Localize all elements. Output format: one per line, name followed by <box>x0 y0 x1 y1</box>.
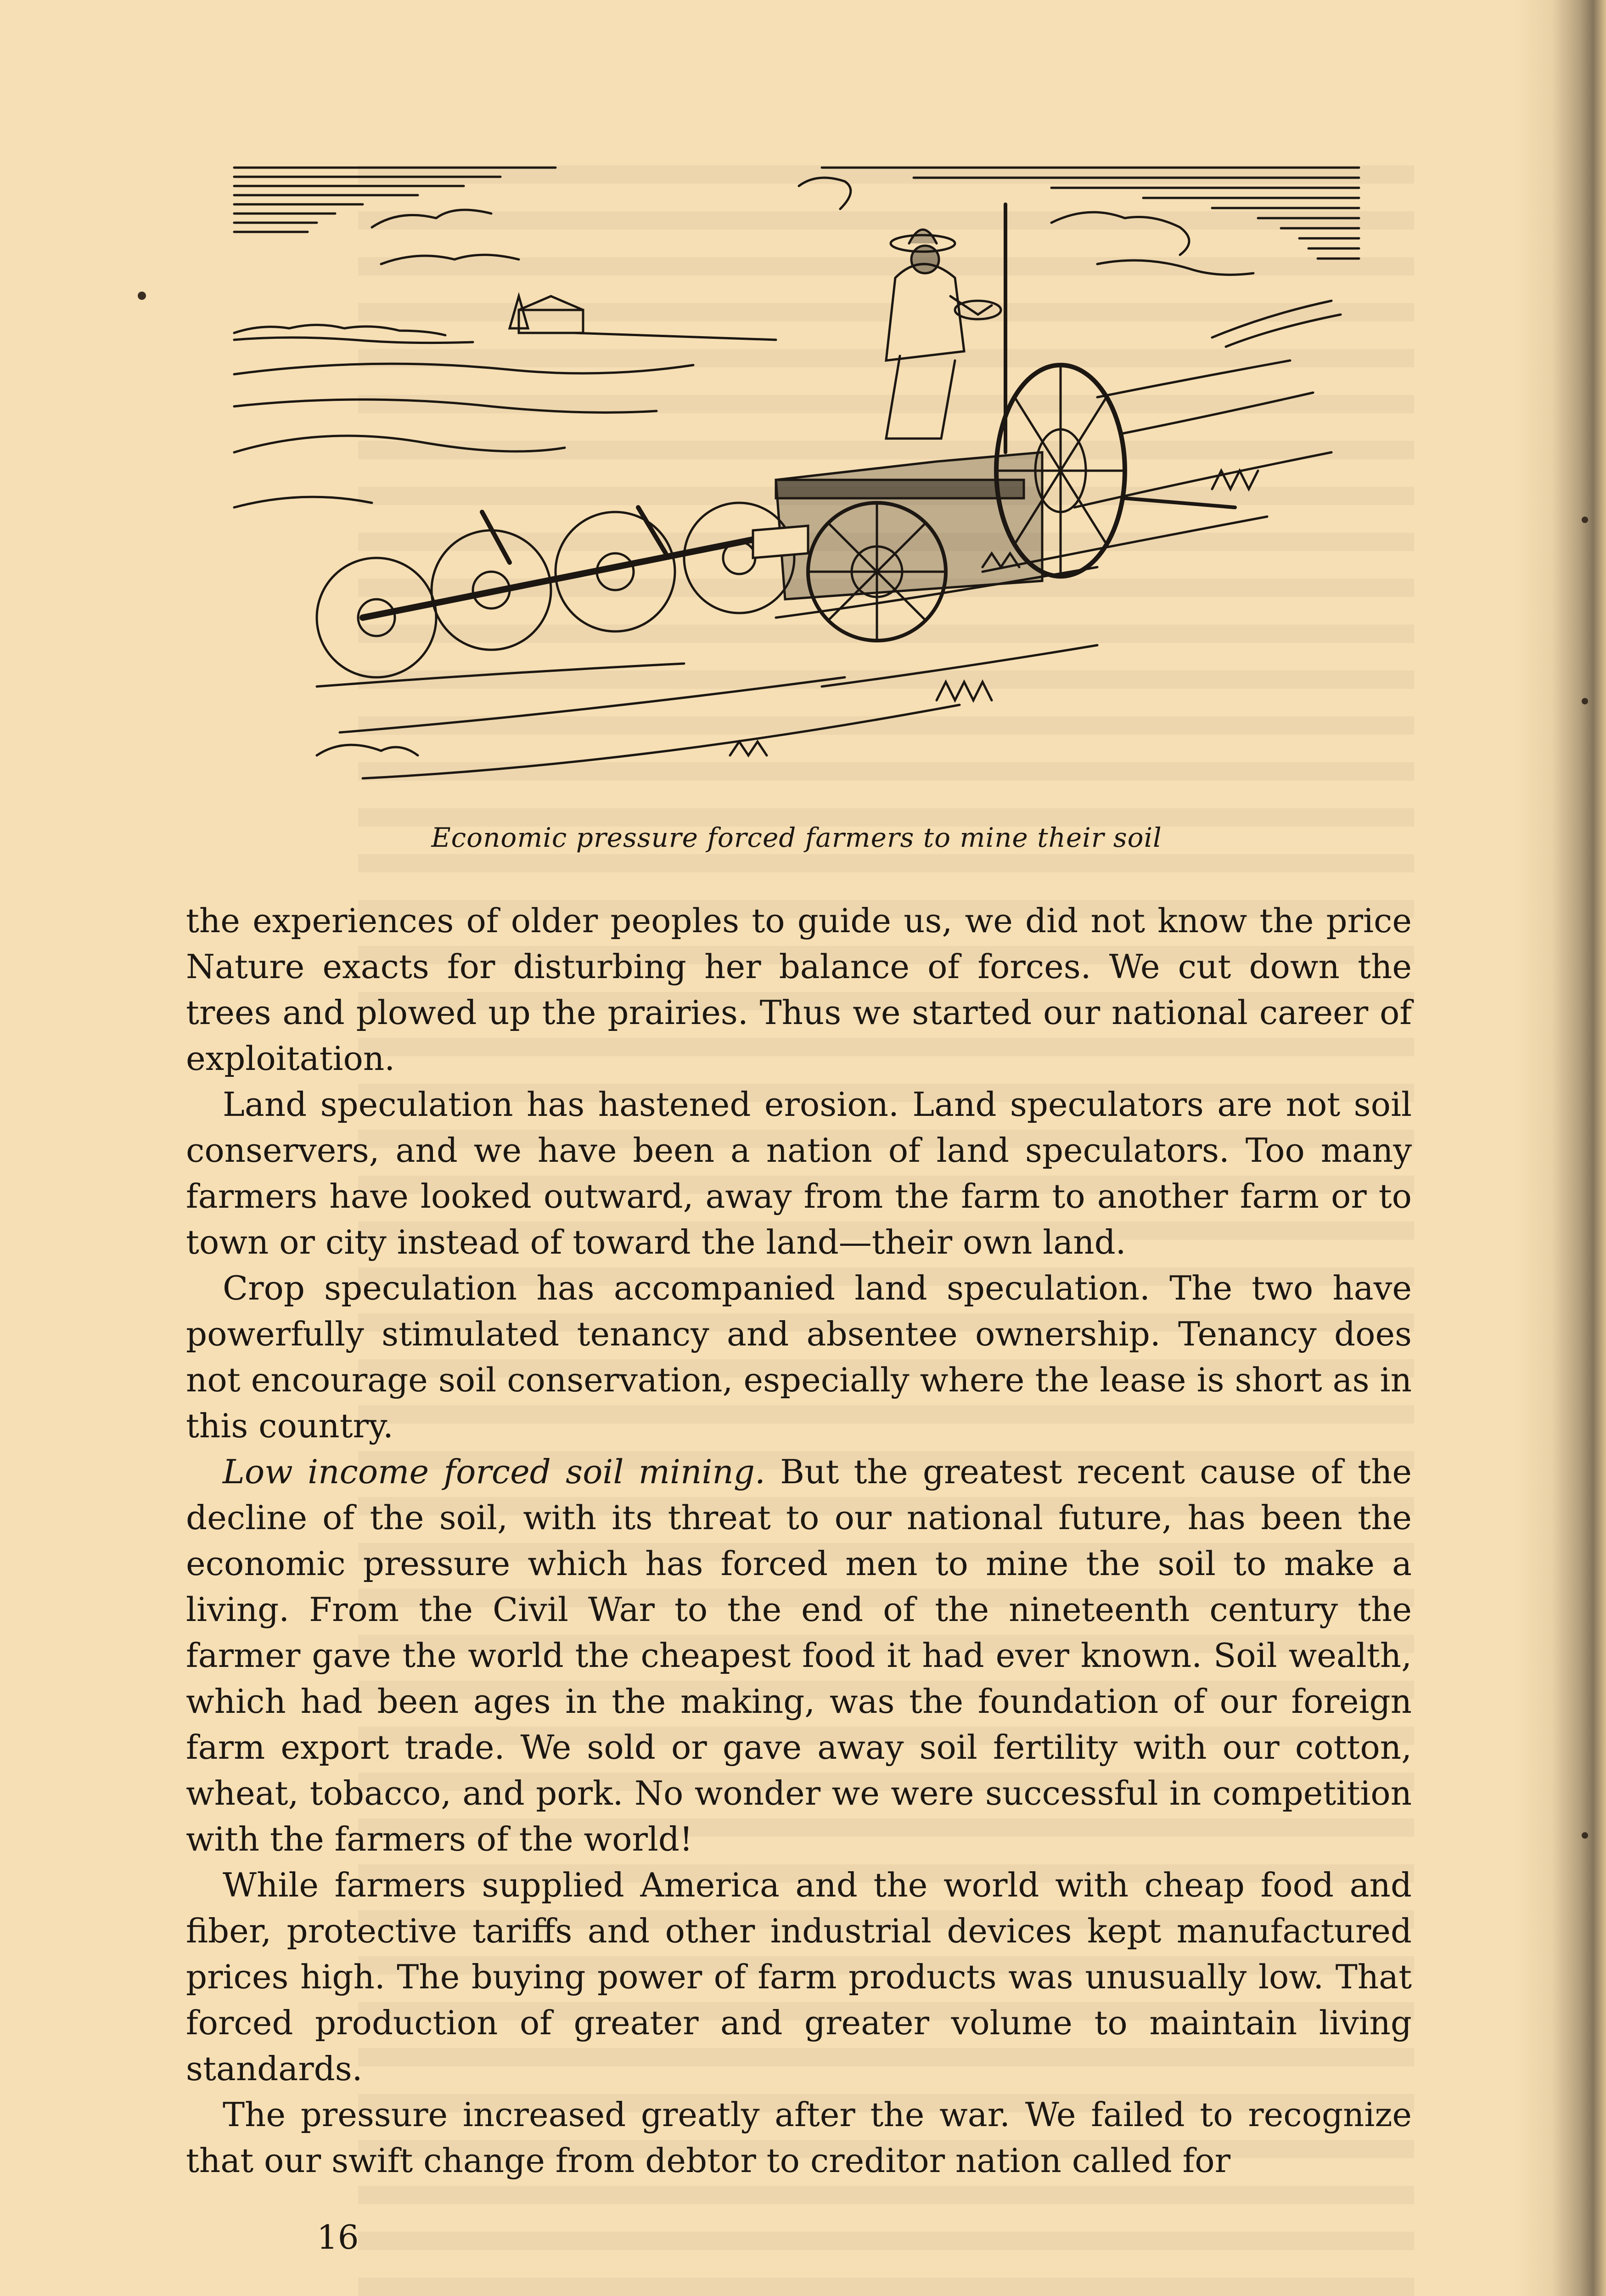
horizon-farmstead <box>234 296 1341 347</box>
paragraph: the experiences of older peoples to guide us, we did not know the price Nature exacts for disturbing her balance of forces. We cut down the trees and plowed up the prairies. Thus we started our national career of exploitation. <box>186 901 1412 1078</box>
figure-caption: Economic pressure forced farmers to mine their soil <box>431 822 1162 853</box>
tractor <box>753 204 1235 641</box>
farmer-figure <box>886 230 1001 439</box>
farmer-tractor-illustration <box>225 158 1368 810</box>
body-text <box>186 898 1412 2183</box>
paper-speck <box>1582 698 1588 704</box>
sky-hatching <box>234 168 1359 275</box>
paragraph <box>186 1449 1412 1862</box>
paragraph: Crop speculation has accompanied land speculation. The two have powerfully stimulated tenancy and absentee ownership. Tenancy does not encourage soil conservation, especially where the lease is short as in this country. <box>186 1269 1412 1445</box>
paragraph: While farmers supplied America and the world with cheap food and fiber, protective tariffs and other industrial devices kept manufactured prices high. The buying power of farm products was unusually low. That forced production of greater and greater volume to maintain living standards. <box>186 1866 1412 2088</box>
page-number: 16 <box>317 2218 359 2257</box>
paragraph-lead-heading: Low income forced soil mining. <box>223 1452 765 1491</box>
paragraph: The pressure increased greatly after the war. We failed to recognize that our swift change from debtor to creditor nation called for <box>186 2095 1412 2180</box>
disc-harrow <box>317 503 794 677</box>
paragraph: Land speculation has hastened erosion. Land speculators are not soil conservers, and we have been a nation of land speculators. Too many farmers have looked outward, away from the farm to another farm or to town or city instead of toward the land—their own land. <box>186 1085 1412 1261</box>
paragraph-body: But the greatest recent cause of the decline of the soil, with its threat to our national future, has been the economic pressure which has forced men to mine the soil to make a living. From the Civil War to the end of the nineteenth century the farmer gave the world the cheapest food it had ever known. Soil wealth, which had been ages in the making, was the foundation of our foreign farm export trade. We sold or gave away soil fertility with our cotton, wheat, tobacco, and pork. No wonder we were successful in competition with the farmers of the world! <box>186 1452 1412 1858</box>
paper-speck <box>138 292 146 300</box>
paper-speck <box>1582 517 1588 523</box>
paper-speck <box>1582 1832 1588 1839</box>
